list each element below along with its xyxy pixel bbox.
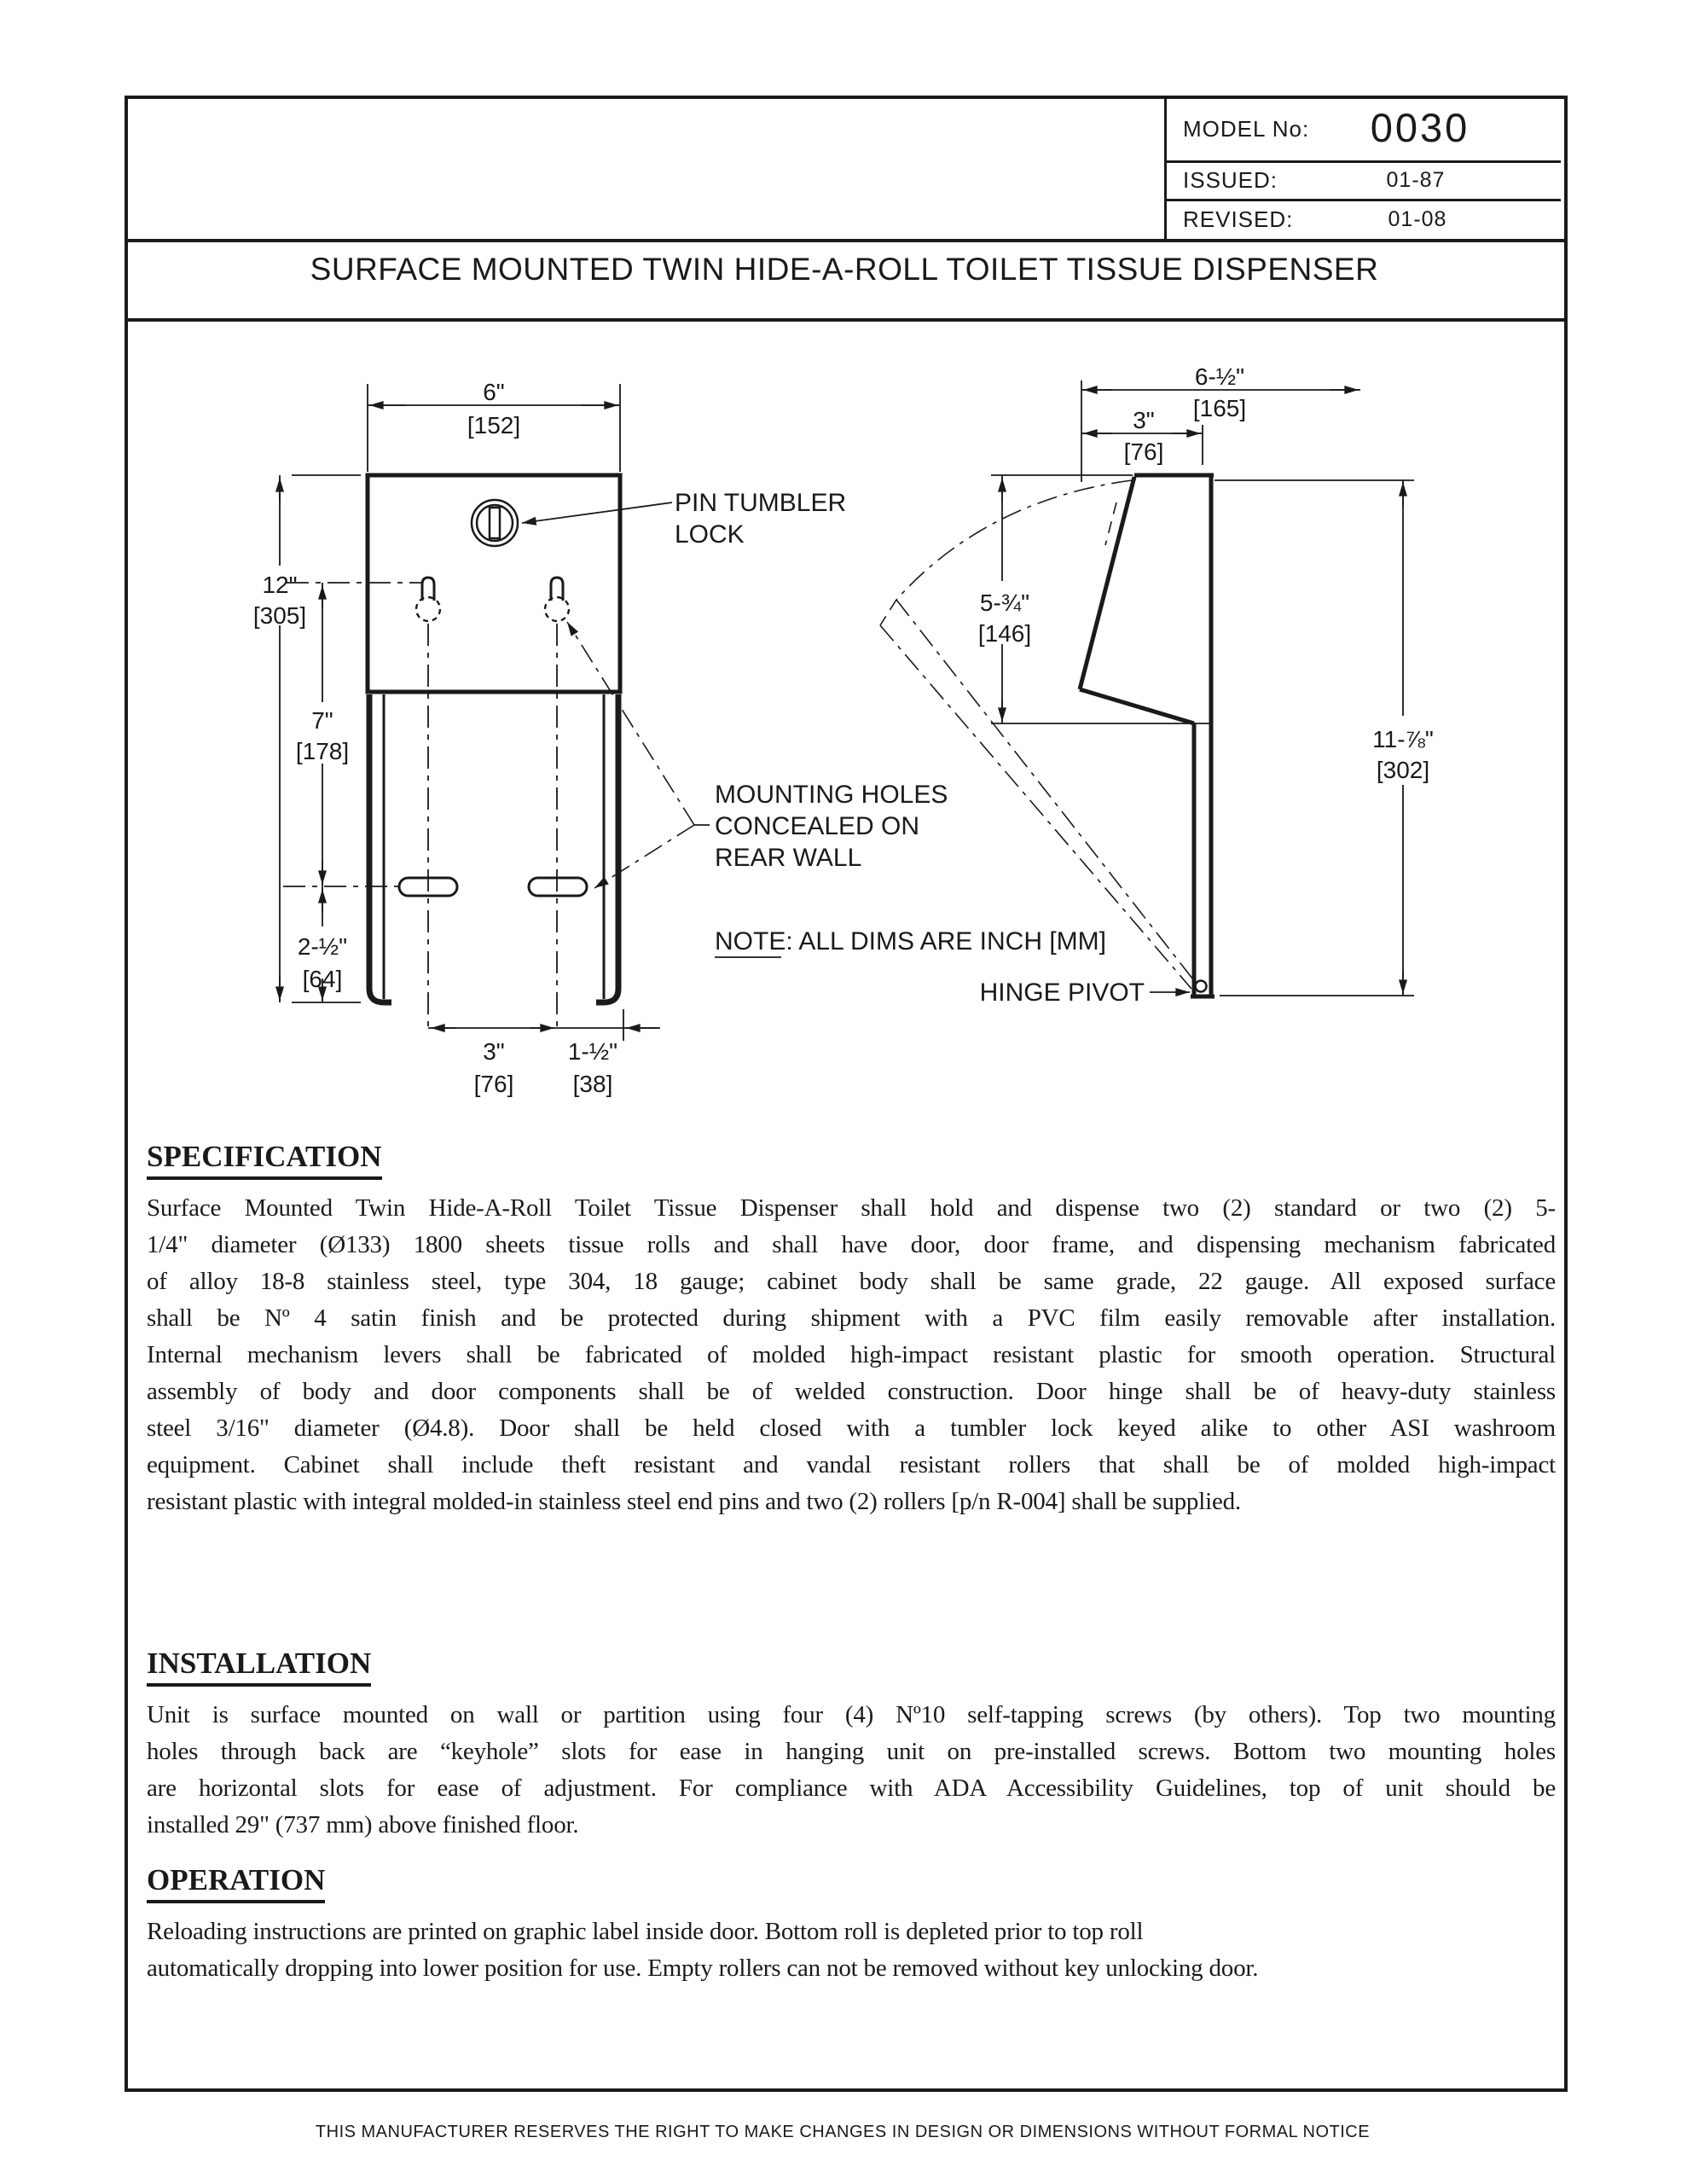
section-specification [147, 1140, 1556, 1520]
side-door-slope [1080, 477, 1134, 689]
hinge-pivot-label: HINGE PIVOT [979, 979, 1145, 1007]
model-label: MODEL No: [1183, 116, 1310, 142]
title-band-top-rule [125, 239, 1564, 242]
text-line: equipment. Cabinet shall include theft resistant and vandal resistant rollers that shall be of molded high-impact [147, 1451, 1556, 1478]
section-body [147, 1190, 1556, 1520]
technical-drawing [125, 318, 1561, 1150]
dim-edge-off-in: 1-½" [567, 1038, 618, 1065]
text-line: Reloading instructions are printed on graphic label inside door. Bottom roll is depleted prior to top roll [147, 1918, 1144, 1945]
front-left-wall [369, 694, 391, 1002]
front-view [253, 379, 1106, 1097]
dim-side-height-in: 11-⅞" [1372, 726, 1434, 752]
mount-label-line1: MOUNTING HOLES [715, 781, 948, 809]
mount-label-line2: CONCEALED ON [715, 812, 920, 840]
text-line: shall be Nº 4 satin finish and be protected during shipment with a PVC film easily removable after installation. [147, 1304, 1556, 1332]
text-line: holes through back are “keyhole” slots for ease in hanging unit on pre-installed screws. Bottom two mounting holes [147, 1738, 1556, 1765]
footer-notice: THIS MANUFACTURER RESERVES THE RIGHT TO MAKE CHANGES IN DESIGN OR DIMENSIONS WITHOUT FORMAL NOTICE [315, 2123, 1371, 2141]
hinge-pivot-point [1196, 981, 1207, 992]
dim-side-height-mm: [302] [1376, 757, 1430, 783]
section-heading: OPERATION [147, 1863, 325, 1903]
text-line: Surface Mounted Twin Hide-A-Roll Toilet Tissue Dispenser shall hold and dispense two (2) standard or two (2) 5- [147, 1194, 1556, 1222]
dim-door-in: 5-¾" [979, 590, 1030, 616]
page-title: SURFACE MOUNTED TWIN HIDE-A-ROLL TOILET TISSUE DISPENSER [310, 252, 1379, 287]
dim-hole-space-in: 3" [483, 1038, 505, 1065]
dim-front-width-in: 6" [483, 379, 505, 405]
dim-swing-in: 6-½" [1194, 363, 1245, 390]
header-rule-2 [1164, 199, 1561, 201]
dim-slot-up-in: 2-½" [297, 933, 348, 960]
text-line: assembly of body and door components shall be of welded construction. Door hinge shall be of heavy-duty stainless [147, 1378, 1556, 1405]
section-heading: SPECIFICATION [147, 1140, 382, 1180]
revised-label: REVISED: [1183, 206, 1294, 232]
dim-hole-drop-mm: [178] [295, 738, 350, 764]
text-line: of alloy 18-8 stainless steel, type 304, 18 gauge; cabinet body shall be same grade, 22 gauge. All exposed surface [147, 1268, 1556, 1295]
dim-depth-in: 3" [1133, 407, 1155, 433]
text-line: steel 3/16" diameter (Ø4.8). Door shall be held closed with a tumbler lock keyed alike to other ASI washroom [147, 1414, 1556, 1442]
dim-edge-off-mm: [38] [572, 1071, 613, 1097]
section-body [147, 1914, 1556, 1987]
section-operation [147, 1863, 1556, 1987]
issued-label: ISSUED: [1183, 167, 1278, 193]
dim-hole-space-mm: [76] [473, 1071, 514, 1097]
dim-swing-mm: [165] [1192, 395, 1247, 421]
note-label: NOTE: ALL DIMS ARE INCH [MM] [715, 927, 1106, 956]
dim-front-width-mm: [152] [467, 412, 521, 439]
dim-door-mm: [146] [977, 620, 1032, 647]
section-heading: INSTALLATION [147, 1647, 371, 1687]
keyhole-circle-right [545, 597, 569, 621]
text-line: Unit is surface mounted on wall or partition using four (4) Nº10 self-tapping screws (by others). Top two mounting [147, 1701, 1556, 1728]
dim-front-height-in: 12" [262, 572, 298, 598]
lock-label-line1: PIN TUMBLER [675, 489, 847, 517]
keyhole-circle-left [416, 597, 440, 621]
text-line: Internal mechanism levers shall be fabricated of molded high-impact resistant plastic for smooth operation. Structural [147, 1341, 1556, 1368]
text-line: installed 29" (737 mm) above finished floor. [147, 1811, 579, 1838]
open-door-cap [880, 600, 896, 625]
model-value: 0030 [1370, 105, 1470, 150]
side-bottom-slope [1080, 689, 1194, 723]
text-line: 1/4" diameter (Ø133) 1800 sheets tissue rolls and shall have door, door frame, and dispensing mechanism fabricated [147, 1231, 1556, 1258]
section-body [147, 1697, 1556, 1844]
lock-label-line2: LOCK [675, 520, 745, 549]
dim-hole-drop-in: 7" [311, 707, 333, 734]
header-divider [1164, 96, 1167, 239]
dim-depth-mm: [76] [1123, 439, 1164, 465]
mount-label-line3: REAR WALL [715, 844, 862, 872]
text-line: automatically dropping into lower position for use. Empty rollers can not be removed without key unlocking door. [147, 1955, 1259, 1982]
text-line: are horizontal slots for ease of adjustment. For compliance with ADA Accessibility Guidelines, top of unit should be [147, 1774, 1556, 1802]
mount-slot-right [529, 878, 587, 896]
dim-slot-up-mm: [64] [302, 966, 343, 992]
header-rule-1 [1164, 160, 1561, 163]
revised-value: 01-08 [1388, 207, 1447, 231]
text-line: resistant plastic with integral molded-in stainless steel end pins and two (2) rollers [p/n R-004] shall be supplied. [147, 1488, 1241, 1515]
dim-front-height-mm: [305] [252, 602, 307, 629]
front-right-wall [596, 694, 618, 1002]
lock-key-slot [490, 508, 500, 538]
section-installation [147, 1647, 1556, 1844]
open-door-hidden-seg [1105, 502, 1116, 545]
side-view [880, 363, 1434, 1007]
door-swing-arc [896, 480, 1132, 600]
issued-value: 01-87 [1386, 168, 1446, 192]
lock-inner-ring [477, 505, 513, 541]
